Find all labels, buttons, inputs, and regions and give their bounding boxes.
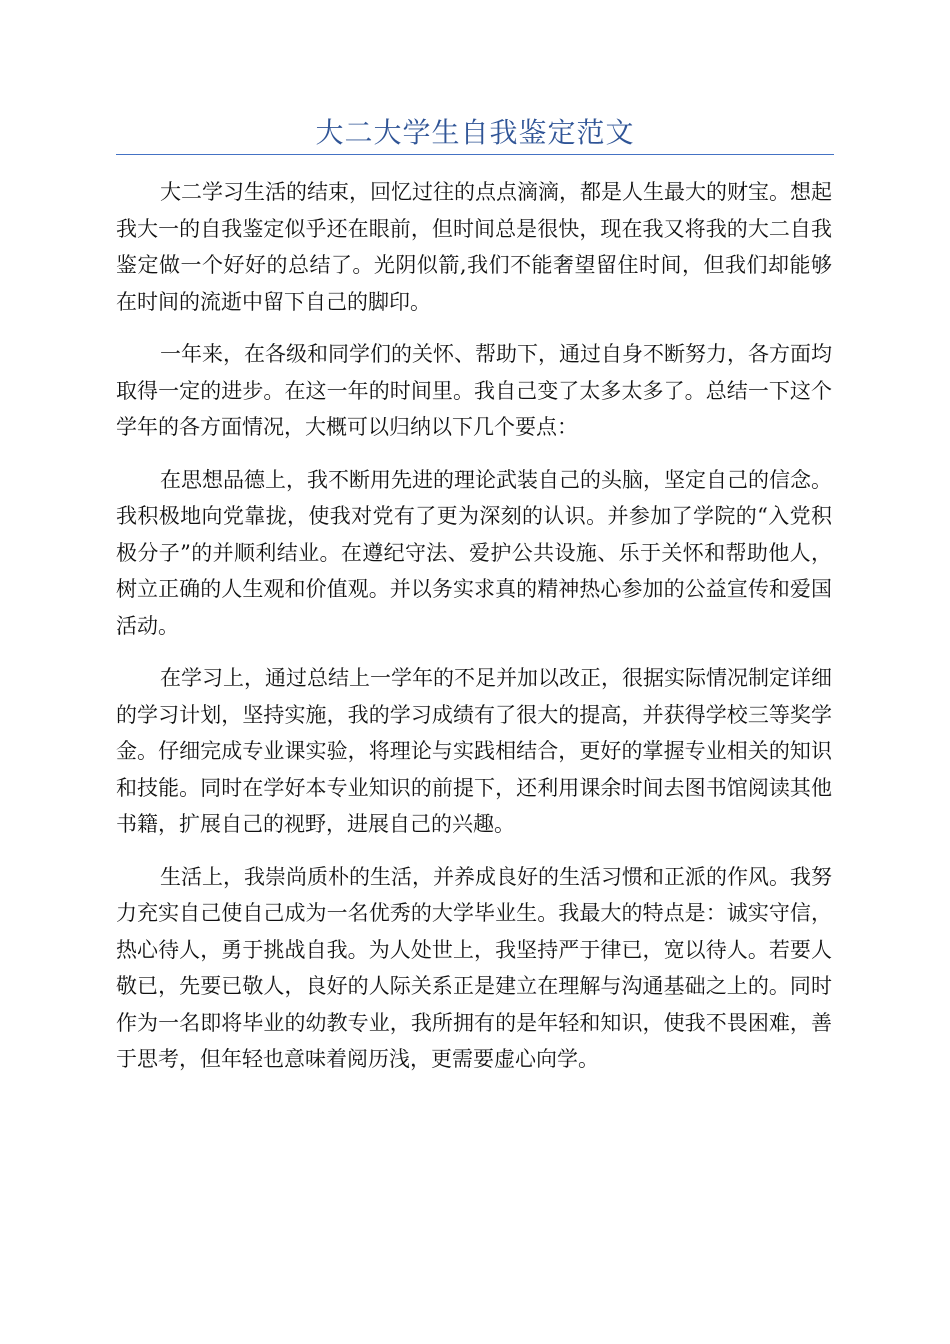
document-body [116, 174, 832, 1094]
paragraph-intro: 大二学习生活的结束，回忆过往的点点滴滴，都是人生最大的财宝。想起我大一的自我鉴定似乎还在眼前，但时间总是很快，现在我又将我的大二自我鉴定做一个好好的总结了。光阴似箭,我们不能奢望留住时间，但我们却能够在时间的流逝中留下自己的脚印。 [116, 180, 832, 314]
paragraph-overview: 一年来，在各级和同学们的关怀、帮助下，通过自身不断努力，各方面均取得一定的进步。在这一年的时间里。我自己变了太多太多了。总结一下这个学年的各方面情况，大概可以归纳以下几个要点： [116, 342, 832, 439]
document-title: 大二大学生自我鉴定范文 [315, 116, 635, 149]
paragraph-life: 生活上，我崇尚质朴的生活，并养成良好的生活习惯和正派的作风。我努力充实自己使自己成为一名优秀的大学毕业生。我最大的特点是：诚实守信，热心待人，勇于挑战自我。为人处世上，我坚持严于律已，宽以待人。若要人敬已，先要已敬人，良好的人际关系正是建立在理解与沟通基础之上的。同时作为一名即将毕业的幼教专业，我所拥有的是年轻和知识，使我不畏困难，善于思考，但年轻也意味着阅历浅，更需要虚心向学。 [116, 864, 832, 1071]
paragraph-study: 在学习上，通过总结上一学年的不足并加以改正，很据实际情况制定详细的学习计划，坚持实施，我的学习成绩有了很大的提高，并获得学校三等奖学金。仔细完成专业课实验，将理论与实践相结合，更好的掌握专业相关的知识和技能。同时在学好本专业知识的前提下，还利用课余时间去图书馆阅读其他书籍，扩展自己的视野，进展自己的兴趣。 [116, 666, 832, 836]
title-underline [116, 154, 834, 155]
paragraph-ideology: 在思想品德上，我不断用先进的理论武装自己的头脑，坚定自己的信念。我积极地向党靠拢，使我对党有了更为深刻的认识。并参加了学院的“入党积极分子”的并顺利结业。在遵纪守法、爱护公共设施、乐于关怀和帮助他人，树立正确的人生观和价值观。并以务实求真的精神热心参加的公益宣传和爱国活动。 [116, 467, 832, 638]
